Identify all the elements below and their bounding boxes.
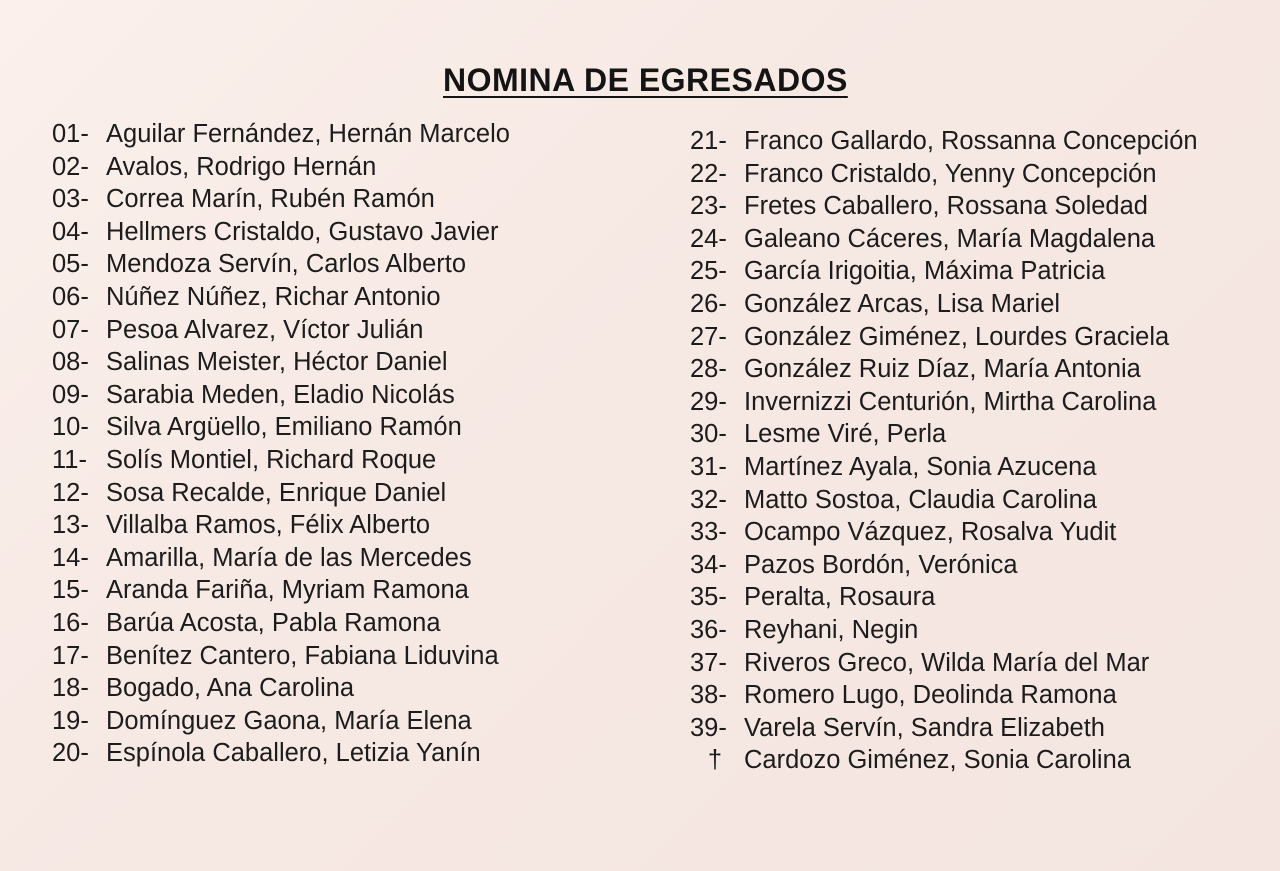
- list-item: [690, 190, 1198, 223]
- item-name: Domínguez Gaona, María Elena: [106, 706, 472, 735]
- item-name: Solís Montiel, Richard Roque: [106, 445, 437, 474]
- document-title: NOMINA DE EGRESADOS: [443, 62, 848, 98]
- list-item: [690, 386, 1198, 419]
- list-item: [690, 223, 1198, 256]
- item-name: García Irigoitia, Máxima Patricia: [744, 257, 1106, 286]
- list-item: [690, 255, 1198, 288]
- list-item: [690, 647, 1198, 680]
- item-number: 09-: [52, 380, 89, 409]
- item-name: Pesoa Alvarez, Víctor Julián: [106, 315, 424, 344]
- list-item: [52, 509, 510, 542]
- item-name: Cardozo Giménez, Sonia Carolina: [744, 746, 1131, 775]
- item-number: 02-: [52, 152, 89, 181]
- item-name: Avalos, Rodrigo Hernán: [106, 152, 377, 181]
- list-item: [52, 379, 510, 412]
- item-name: Varela Servín, Sandra Elizabeth: [744, 713, 1105, 742]
- list-item: [690, 125, 1198, 158]
- list-item: [52, 346, 510, 379]
- item-number: 10-: [52, 413, 89, 442]
- item-number: 16-: [52, 608, 89, 637]
- item-number: 36-: [690, 615, 727, 644]
- item-name: González Ruiz Díaz, María Antonia: [744, 355, 1141, 384]
- item-number: 33-: [690, 518, 727, 547]
- item-number: 04-: [52, 217, 89, 246]
- item-number: 34-: [690, 550, 727, 579]
- item-number: 14-: [52, 543, 89, 572]
- list-item: [690, 484, 1198, 517]
- list-item: [52, 248, 510, 281]
- item-number: 31-: [690, 452, 727, 481]
- list-item: [690, 614, 1198, 647]
- item-name: Aranda Fariña, Myriam Ramona: [106, 576, 469, 605]
- item-name: Martínez Ayala, Sonia Azucena: [744, 452, 1097, 481]
- item-number: 08-: [52, 348, 89, 377]
- list-item: [690, 549, 1198, 582]
- item-number: 20-: [52, 739, 89, 768]
- graduates-list-left: [52, 118, 510, 770]
- item-name: Romero Lugo, Deolinda Ramona: [744, 681, 1117, 710]
- item-name: Invernizzi Centurión, Mirtha Carolina: [744, 387, 1157, 416]
- list-item: [690, 353, 1198, 386]
- item-number: 13-: [52, 511, 89, 540]
- list-item: [52, 314, 510, 347]
- item-name: Matto Sostoa, Claudia Carolina: [744, 485, 1097, 514]
- item-number: 29-: [690, 387, 727, 416]
- item-name: Barúa Acosta, Pabla Ramona: [106, 608, 441, 637]
- list-item: [690, 581, 1198, 614]
- item-name: Reyhani, Negin: [744, 615, 919, 644]
- item-name: Sosa Recalde, Enrique Daniel: [106, 478, 447, 507]
- dagger-icon: †: [707, 746, 723, 775]
- item-number: 23-: [690, 192, 727, 221]
- item-number: 01-: [52, 120, 89, 148]
- list-item: [52, 640, 510, 673]
- item-name: Correa Marín, Rubén Ramón: [106, 185, 435, 214]
- item-name: Núñez Núñez, Richar Antonio: [106, 282, 441, 311]
- list-item: [52, 574, 510, 607]
- list-item: [52, 737, 510, 770]
- item-name: Hellmers Cristaldo, Gustavo Javier: [106, 217, 499, 246]
- list-item: [690, 516, 1198, 549]
- item-name: Franco Gallardo, Rossanna Concepción: [744, 127, 1198, 155]
- item-number: 35-: [690, 583, 727, 612]
- item-number: 12-: [52, 478, 89, 507]
- item-name: González Arcas, Lisa Mariel: [744, 289, 1061, 318]
- list-item: [690, 158, 1198, 191]
- item-name: Franco Cristaldo, Yenny Concepción: [744, 159, 1157, 188]
- item-name: Bogado, Ana Carolina: [106, 674, 355, 703]
- list-item: [52, 151, 510, 184]
- item-name: Lesme Viré, Perla: [744, 420, 947, 449]
- list-item: [690, 712, 1198, 745]
- item-name: Mendoza Servín, Carlos Alberto: [106, 250, 467, 279]
- item-number: 21-: [690, 127, 727, 155]
- item-number: 24-: [690, 224, 727, 253]
- item-name: Aguilar Fernández, Hernán Marcelo: [106, 120, 510, 148]
- item-number: 26-: [690, 289, 727, 318]
- list-item: [52, 411, 510, 444]
- item-number: 11-: [52, 445, 87, 474]
- item-number: 37-: [690, 648, 727, 677]
- item-name: Benítez Cantero, Fabiana Liduvina: [106, 641, 499, 670]
- item-name: González Giménez, Lourdes Graciela: [744, 322, 1170, 351]
- list-item: [52, 118, 510, 151]
- item-name: Sarabia Meden, Eladio Nicolás: [106, 380, 455, 409]
- graduates-list-right: [690, 125, 1198, 777]
- list-item: [52, 607, 510, 640]
- item-number: 15-: [52, 576, 89, 605]
- item-name: Ocampo Vázquez, Rosalva Yudit: [744, 518, 1117, 547]
- item-name: Amarilla, María de las Mercedes: [106, 543, 472, 572]
- item-name: Fretes Caballero, Rossana Soledad: [744, 192, 1148, 221]
- list-item-deceased: [690, 744, 1198, 777]
- list-item: [52, 672, 510, 705]
- item-number: 05-: [52, 250, 89, 279]
- list-item: [690, 679, 1198, 712]
- list-item: [52, 705, 510, 738]
- list-item: [52, 444, 510, 477]
- list-item: [52, 477, 510, 510]
- item-name: Peralta, Rosaura: [744, 583, 936, 612]
- list-item: [690, 321, 1198, 354]
- item-number: 03-: [52, 185, 89, 214]
- item-number: 18-: [52, 674, 89, 703]
- item-number: 06-: [52, 282, 89, 311]
- item-name: Villalba Ramos, Félix Alberto: [106, 511, 431, 540]
- item-name: Salinas Meister, Héctor Daniel: [106, 348, 448, 377]
- item-number: 17-: [52, 641, 89, 670]
- list-item: [690, 451, 1198, 484]
- item-name: Riveros Greco, Wilda María del Mar: [744, 648, 1150, 677]
- item-name: Espínola Caballero, Letizia Yanín: [106, 739, 481, 768]
- list-item: [52, 281, 510, 314]
- list-item: [52, 216, 510, 249]
- item-number: 38-: [690, 681, 727, 710]
- list-item: [690, 288, 1198, 321]
- list-item: [52, 542, 510, 575]
- item-name: Galeano Cáceres, María Magdalena: [744, 224, 1156, 253]
- item-name: Pazos Bordón, Verónica: [744, 550, 1018, 579]
- item-number: 27-: [690, 322, 727, 351]
- item-number: 32-: [690, 485, 727, 514]
- list-item: [52, 183, 510, 216]
- item-number: 07-: [52, 315, 89, 344]
- item-number: 28-: [690, 355, 727, 384]
- item-number: 30-: [690, 420, 727, 449]
- item-number: 25-: [690, 257, 727, 286]
- item-number: 22-: [690, 159, 727, 188]
- item-number: 19-: [52, 706, 89, 735]
- item-number: 39-: [690, 713, 727, 742]
- item-name: Silva Argüello, Emiliano Ramón: [106, 413, 462, 442]
- list-item: [690, 418, 1198, 451]
